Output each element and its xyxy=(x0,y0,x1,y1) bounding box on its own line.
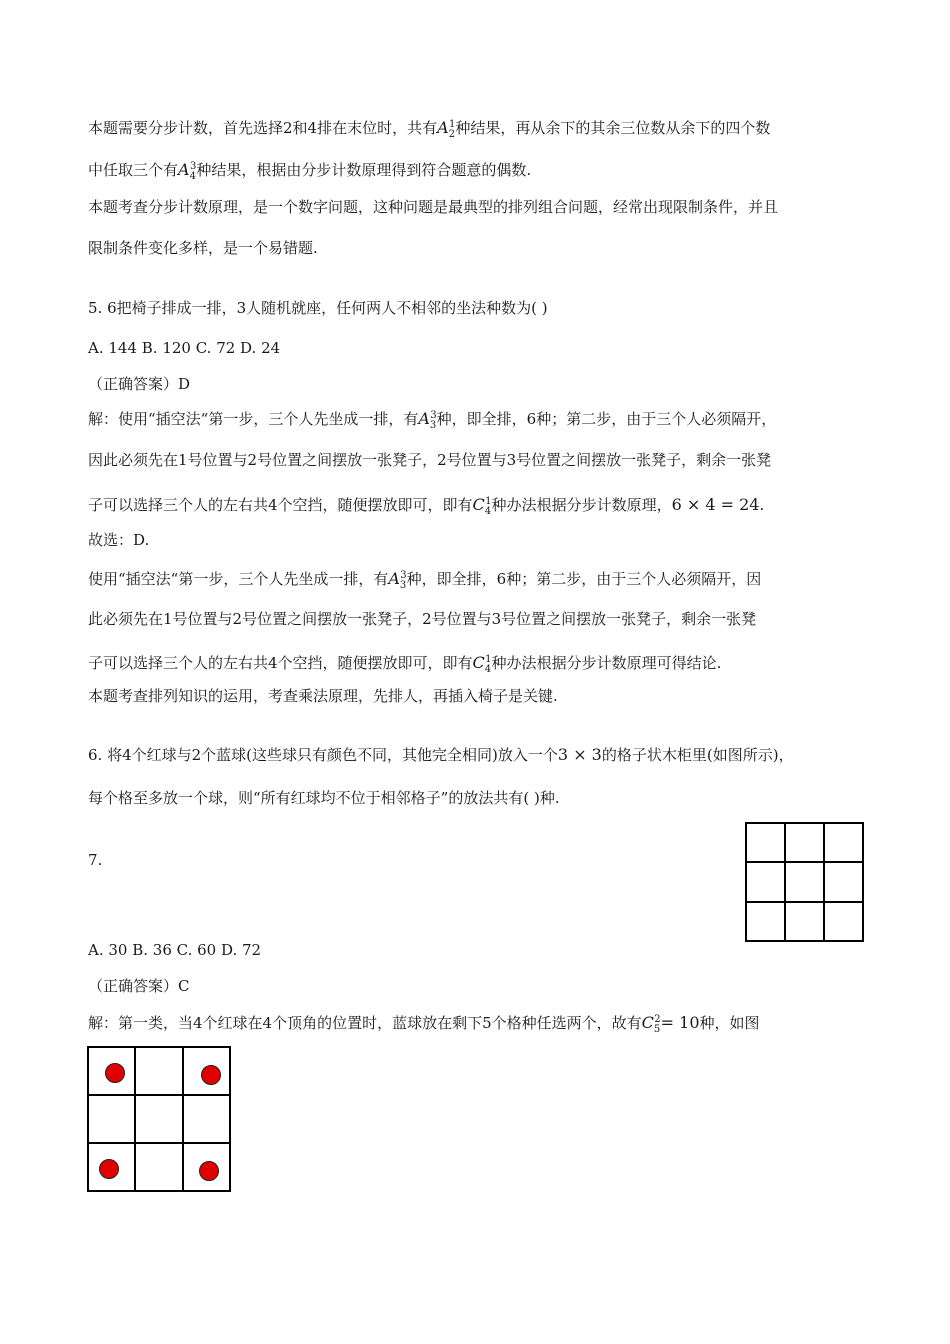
grid-cell xyxy=(785,902,824,941)
question-7-options: A. 30 B. 36 C. 60 D. 72 xyxy=(88,941,262,959)
red-ball xyxy=(199,1161,219,1181)
question-5-options: A. 144 B. 120 C. 72 D. 24 xyxy=(88,339,281,357)
red-ball xyxy=(105,1063,125,1083)
question-5-recap-line-3: 子可以选择三个人的左右共4个空挡，随便摆放即可，即有$C_4^1$种办法根据分步计数原理可得结论. xyxy=(88,653,722,675)
grid-cell xyxy=(824,902,863,941)
red-ball xyxy=(201,1065,221,1085)
grid-cell-corner-top-left xyxy=(88,1047,135,1095)
red-ball xyxy=(99,1159,119,1179)
question-7-number: 7. xyxy=(88,851,103,869)
paragraph-line-1: 本题需要分步计数，首先选择2和4排在末位时，共有$A_2^1$种结果，再从余下的其余三位数从余下的四个数 xyxy=(88,118,771,140)
empty-grid-figure xyxy=(745,822,864,942)
grid-cell-corner-bottom-left xyxy=(88,1143,135,1191)
grid-cell xyxy=(746,862,785,901)
question-7-solution: 解：第一类，当4个红球在4个顶角的位置时，蓝球放在剩下5个格种任选两个，故有$C_5^2= 10$种，如图 xyxy=(88,1013,760,1035)
question-5-solution-line-2: 因此必须先在1号位置与2号位置之间摆放一张凳子，2号位置与3号位置之间摆放一张凳子，剩余一张凳 xyxy=(88,451,772,469)
question-5-recap-line-1: 使用“插空法“第一步，三个人先坐成一排，有$A_3^3$种，即全排，6种；第二步，由于三个人必须隔开，因 xyxy=(88,569,762,591)
question-5-solution-line-1: 解：使用“插空法“第一步，三个人先坐成一排，有$A_3^3$种，即全排，6种；第二步，由于三个人必须隔开， xyxy=(88,409,777,431)
question-7-answer: （正确答案）C xyxy=(88,977,190,995)
grid-cell xyxy=(135,1047,182,1095)
grid-cell-corner-bottom-right xyxy=(183,1143,230,1191)
question-5-answer: （正确答案）D xyxy=(88,375,191,393)
question-5-stem: 5. 6把椅子排成一排，3人随机就座，任何两人不相邻的坐法种数为( ) xyxy=(88,299,548,317)
question-5-recap-line-2: 此必须先在1号位置与2号位置之间摆放一张凳子，2号位置与3号位置之间摆放一张凳子，剩余一张凳 xyxy=(88,610,757,628)
grid-cell-corner-top-right xyxy=(183,1047,230,1095)
grid-cell xyxy=(135,1095,182,1143)
question-6-stem-line-1: 6. 将4个红球与2个蓝球(这些球只有颜色不同，其他完全相同)放入一个3 × 3的格子状木柜里(如图所示)， xyxy=(88,745,794,764)
grid-cell xyxy=(785,862,824,901)
question-6-stem-line-2: 每个格至多放一个球，则“所有红球均不位于相邻格子”的放法共有( )种. xyxy=(88,789,560,807)
question-5-note: 本题考查排列知识的运用，考查乘法原理，先排人，再插入椅子是关键. xyxy=(88,687,558,705)
grid-cell xyxy=(88,1095,135,1143)
question-5-choose: 故选：D. xyxy=(88,531,150,549)
grid-cell xyxy=(135,1143,182,1191)
grid-cell xyxy=(824,862,863,901)
grid-cell xyxy=(824,823,863,862)
red-balls-grid-figure xyxy=(87,1046,231,1192)
grid-cell xyxy=(746,902,785,941)
paragraph-line-3: 本题考查分步计数原理，是一个数字问题，这种问题是最典型的排列组合问题，经常出现限制条件，并且 xyxy=(88,198,779,216)
grid-cell xyxy=(183,1095,230,1143)
paragraph-line-2: 中任取三个有$A_4^3$种结果，根据由分步计数原理得到符合题意的偶数. xyxy=(88,160,532,182)
grid-cell xyxy=(785,823,824,862)
grid-cell xyxy=(746,823,785,862)
paragraph-line-4: 限制条件变化多样，是一个易错题. xyxy=(88,239,318,257)
question-5-solution-line-3: 子可以选择三个人的左右共4个空挡，随便摆放即可，即有$C_4^1$种办法根据分步计数原理，6 × 4 = 24. xyxy=(88,495,765,517)
